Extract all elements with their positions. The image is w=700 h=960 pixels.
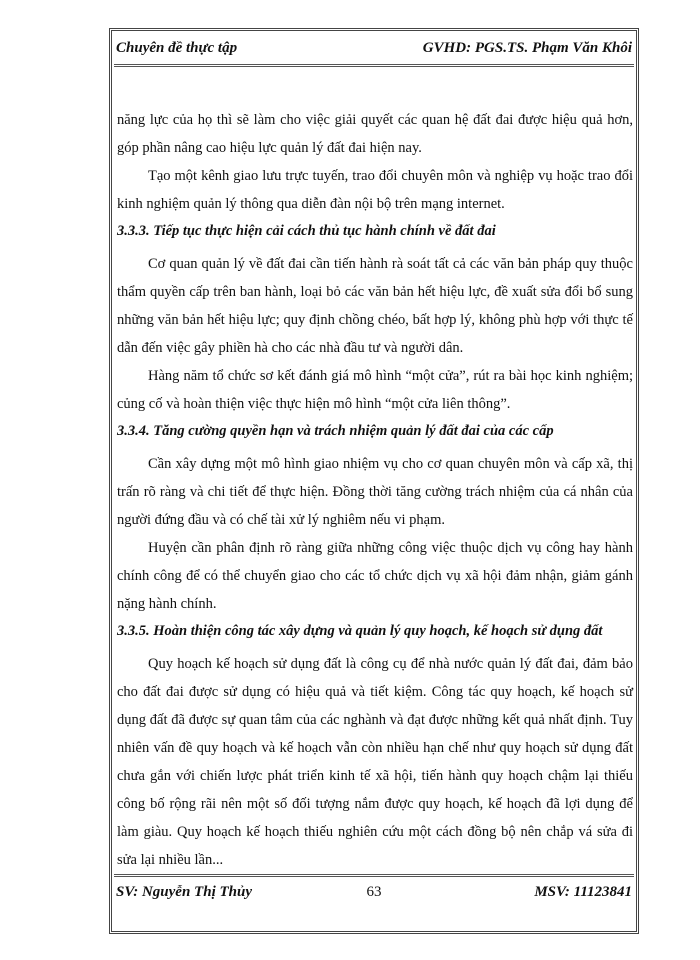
paragraph: Hàng năm tổ chức sơ kết đánh giá mô hình “một cửa”, rút ra bài học kinh nghiệm; củng cố và hoàn thiện việc thực hiện mô hình “một cửa liên thông”. bbox=[117, 368, 633, 412]
document-body bbox=[117, 106, 633, 874]
section-heading-3-3-5: 3.3.5. Hoàn thiện công tác xây dựng và quản lý quy hoạch, kế hoạch sử dụng đất bbox=[117, 623, 603, 639]
footer-student-name: SV: Nguyễn Thị Thủy bbox=[116, 884, 252, 900]
page-footer bbox=[116, 882, 632, 904]
header-report-title: Chuyên đề thực tập bbox=[116, 40, 238, 56]
paragraph: Cơ quan quản lý về đất đai cần tiến hành rà soát tất cả các văn bản pháp quy thuộc thẩm quyền cấp trên ban hành, loại bỏ các văn bản hết hiệu lực, đề xuất sửa đổi bổ sung những văn bản hết hiệu lực; quy định chồng chéo, bất hợp lý, không phù hợp với thực tế dẫn đến việc gây phiền hà cho các nhà đầu tư và người dân. bbox=[117, 256, 633, 356]
paragraph: Tạo một kênh giao lưu trực tuyến, trao đổi chuyên môn và nghiệp vụ hoặc trao đổi kinh nghiệm quản lý thông qua diễn đàn nội bộ trên mạng internet. bbox=[117, 168, 633, 212]
page-header bbox=[116, 37, 632, 61]
footer-student-id: MSV: 11123841 bbox=[534, 884, 632, 900]
page-number: 63 bbox=[366, 884, 382, 900]
paragraph: Huyện cần phân định rõ ràng giữa những công việc thuộc dịch vụ công hay hành chính công để có thể chuyển giao cho các tổ chức dịch vụ xã hội đảm nhận, giảm gánh nặng hành chính. bbox=[117, 540, 633, 612]
paragraph: Cần xây dựng một mô hình giao nhiệm vụ cho cơ quan chuyên môn và cấp xã, thị trấn rõ ràng và chi tiết để thực hiện. Đồng thời tăng cường trách nhiệm của cá nhân của người đứng đầu và có chế tài xử lý nghiêm nếu vi phạm. bbox=[117, 456, 633, 528]
header-divider bbox=[114, 64, 634, 67]
paragraph: năng lực của họ thì sẽ làm cho việc giải quyết các quan hệ đất đai được hiệu quả hơn, góp phần nâng cao hiệu lực quản lý đất đai hiện nay. bbox=[117, 112, 633, 156]
footer-divider bbox=[114, 874, 634, 877]
section-heading-3-3-3: 3.3.3. Tiếp tục thực hiện cải cách thủ tục hành chính về đất đai bbox=[117, 223, 496, 239]
paragraph: Quy hoạch kế hoạch sử dụng đất là công cụ để nhà nước quản lý đất đai, đảm bảo cho đất đai được sử dụng có hiệu quả và tiết kiệm. Công tác quy hoạch, kế hoạch sử dụng đất đã được sự quan tâm của các nghành và đạt được những kết quả nhất định. Tuy nhiên vấn đề quy hoạch và kế hoạch vẫn còn nhiều hạn chế như quy hoạch sử dụng đất chưa gắn với chiến lược phát triển kinh tế xã hội, tiến hành quy hoạch chậm lại thiếu công bố rộng rãi nên một số đối tượng nắm được quy hoạch, kế hoạch đã lợi dụng để làm giàu. Quy hoạch kế hoạch thiếu nghiên cứu một cách đồng bộ nên chắp vá sửa đi sửa lại nhiều lần... bbox=[117, 656, 633, 868]
section-heading-3-3-4: 3.3.4. Tăng cường quyền hạn và trách nhiệm quản lý đất đai của các cấp bbox=[117, 423, 554, 439]
header-supervisor: GVHD: PGS.TS. Phạm Văn Khôi bbox=[422, 40, 632, 56]
